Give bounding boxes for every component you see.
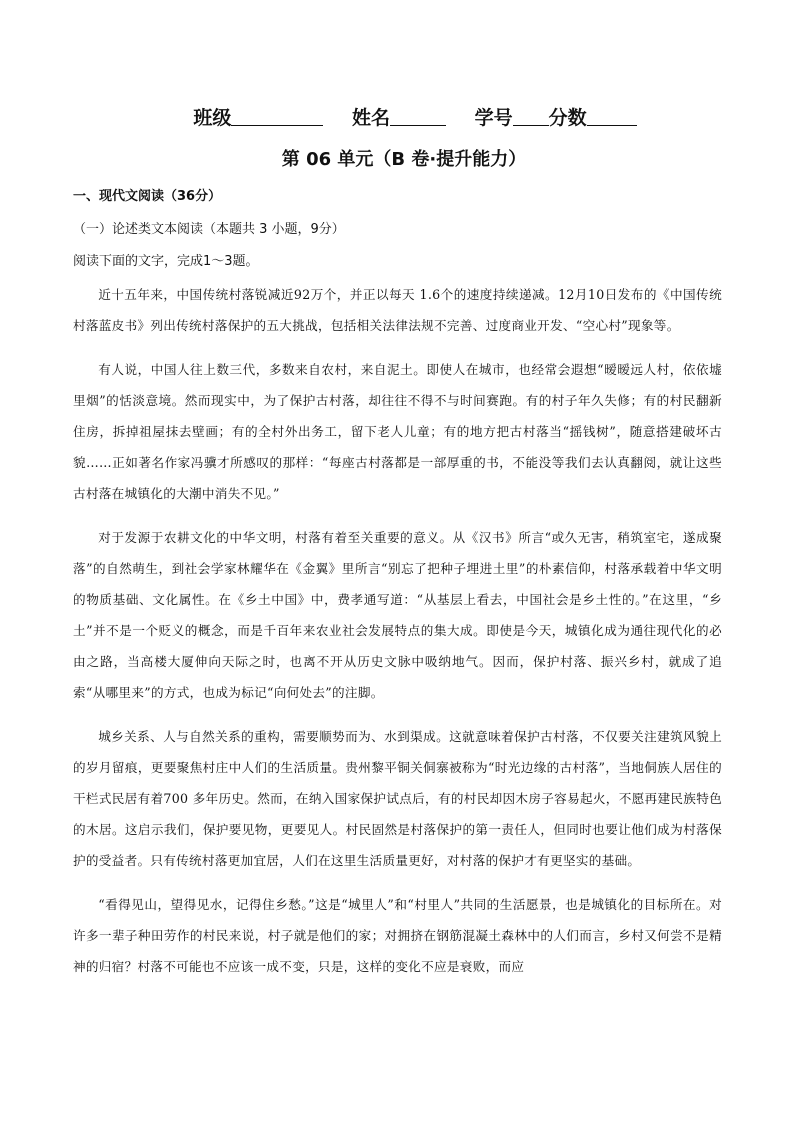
unit-title: 第 06 单元（B 卷·提升能力） bbox=[281, 149, 527, 170]
id-label: 学号 bbox=[474, 107, 513, 129]
class-blank[interactable] bbox=[231, 107, 323, 126]
score-blank[interactable] bbox=[587, 107, 637, 126]
student-info-line bbox=[0, 103, 794, 130]
paragraph: 有人说，中国人往上数三代，多数来自农村，来自泥土。即使人在城市，也经常会遐想“暧暧远人村，依依墟里烟”的恬淡意境。然而现实中，为了保护古村落，却往往不得不与时间赛跑。有的村子年久失修；有的村民翻新住房，拆掉祖屋抹去壁画；有的全村外出务工，留下老人儿童；有的地方把古村落当“摇钱树”，随意搭建破坏古貌……正如著名作家冯骥才所感叹的那样：“每座古村落都是一部厚重的书，不能没等我们去认真翻阅，就让这些古村落在城镇化的大潮中消失不见。” bbox=[73, 362, 722, 501]
class-label: 班级 bbox=[193, 107, 232, 129]
score-label: 分数 bbox=[548, 107, 587, 129]
paragraph: “看得见山，望得见水，记得住乡愁。”这是“城里人”和“村里人”共同的生活愿景，也是城镇化的目标所在。对许多一辈子种田劳作的村民来说，村子就是他们的家；对拥挤在钢筋混凝土森林中的人们而言，乡村又何尝不是精神的归宿？村落不可能也不应该一成不变，只是，这样的变化不应是衰败，而应 bbox=[73, 897, 722, 974]
paragraph: 近十五年来，中国传统村落锐减近92万个，并正以每天 1.6个的速度持续递减。12月10日发布的《中国传统村落蓝皮书》列出传统村落保护的五大挑战，包括相关法律法规不完善、过度商业开发、“空心村”现象等。 bbox=[73, 287, 722, 333]
paragraph: 城乡关系、人与自然关系的重构，需要顺势而为、水到渠成。这就意味着保护古村落，不仅要关注建筑风貌上的岁月留痕，更要聚焦村庄中人们的生活质量。贵州黎平铜关侗寨被称为“时光边缘的古村落”，当地侗族人居住的干栏式民居有着700 多年历史。然而，在纳入国家保护试点后，有的村民却因木房子容易起火，不愿再建民族特色的木居。这启示我们，保护要见物，更要见人。村民固然是村落保护的第一责任人，但同时也要让他们成为村落保护的受益者。只有传统村落更加宜居，人们在这里生活质量更好，对村落的保护才有更坚实的基础。 bbox=[73, 729, 722, 868]
name-field bbox=[352, 103, 446, 130]
id-field bbox=[475, 103, 637, 130]
id-blank[interactable] bbox=[513, 107, 549, 126]
article-body bbox=[73, 279, 722, 995]
name-label: 姓名 bbox=[351, 107, 390, 129]
class-field bbox=[193, 103, 323, 130]
reading-instruction: 阅读下面的文字，完成1～3题。 bbox=[73, 254, 259, 269]
name-blank[interactable] bbox=[390, 107, 446, 126]
section-heading: 一、现代文阅读（36分） bbox=[73, 189, 222, 204]
paragraph: 对于发源于农耕文化的中华文明，村落有着至关重要的意义。从《汉书》所言“或久无害，稍筑室宅，遂成聚落”的自然萌生，到社会学家林耀华在《金翼》里所言“别忘了把种子埋进土里”的朴素信仰，村落承载着中华文明的物质基础、文化属性。在《乡土中国》中，费孝通写道：“从基层上看去，中国社会是乡土性的。”在这里，“乡土”并不是一个贬义的概念，而是千百年来农业社会发展特点的集大成。即使是今天，城镇化成为通往现代化的必由之路，当高楼大厦伸向天际之时，也离不开从历史文脉中吸纳地气。因而，保护村落、振兴乡村，就成了追索“从哪里来”的方式，也成为标记“向何处去”的注脚。 bbox=[73, 530, 722, 700]
section-subheading: （一）论述类文本阅读（本题共 3 小题，9分） bbox=[73, 222, 345, 237]
